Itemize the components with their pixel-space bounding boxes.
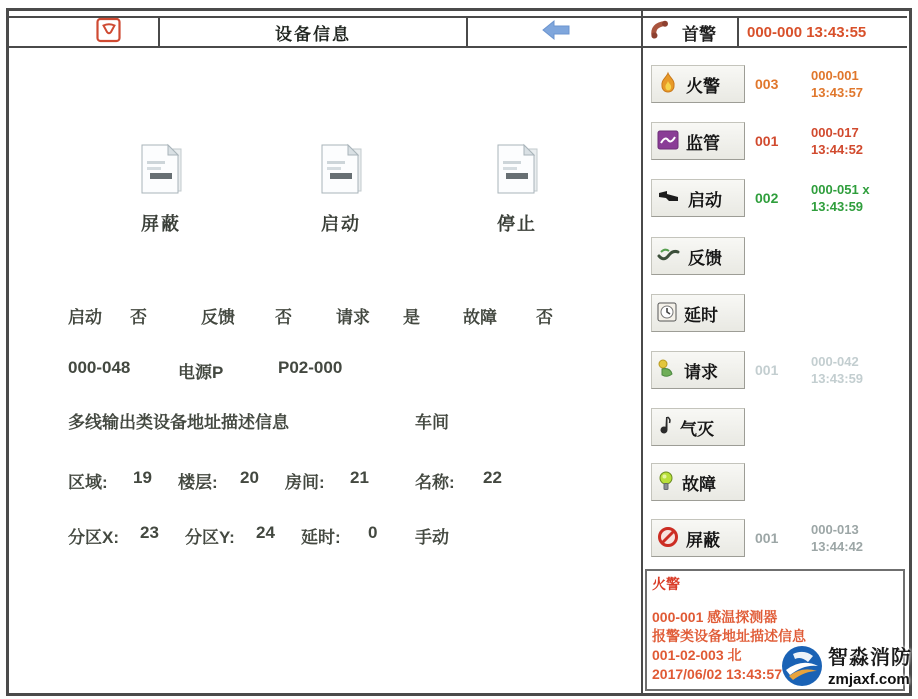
- sidebar-row-start: [643, 179, 909, 219]
- event-line: 报警类设备地址描述信息: [652, 628, 806, 644]
- first-alarm-button[interactable]: [643, 18, 739, 46]
- feedback-button[interactable]: 反馈: [651, 237, 745, 275]
- field-label: 分区Y:: [185, 528, 235, 547]
- field-value: 23: [140, 523, 159, 542]
- doc-item-label: 启动: [321, 214, 361, 234]
- first-alarm-row: [643, 16, 907, 48]
- request-latest-event: 000-042 13:43:59: [811, 354, 864, 386]
- sidebar-row-shield: [643, 519, 909, 559]
- watermark-site: zmjaxf.com: [828, 670, 910, 688]
- status-value: 否: [130, 308, 147, 327]
- doc-item-start[interactable]: [310, 141, 372, 236]
- shield-count: 001: [755, 530, 779, 546]
- event-line: 2017/06/02 13:43:57: [652, 666, 782, 682]
- shield-latest-event: 000-013 13:44:42: [811, 522, 864, 554]
- start-latest-event: 000-051 x 13:43:59: [811, 182, 870, 214]
- device-type: 电源P: [178, 363, 224, 382]
- sidebar-row-supervision: [643, 122, 909, 162]
- topbar: [9, 16, 643, 48]
- sidebar-row-request: [643, 351, 909, 391]
- delay-clock-icon: [657, 302, 677, 325]
- fire-latest-event: 000-001 13:43:57: [811, 68, 864, 100]
- feedback-icon: [657, 246, 681, 267]
- panel-frame: [6, 8, 912, 696]
- field-value: 22: [483, 468, 502, 487]
- request-button[interactable]: 请求: [651, 351, 745, 389]
- first-alarm-value: 000-000 13:43:55: [747, 24, 867, 41]
- event-line: 001-02-003 北: [652, 647, 742, 663]
- first-alarm-label: 首警: [682, 24, 716, 44]
- sidebar-row-gas: [643, 408, 909, 448]
- event-line: 000-001 感温探测器: [652, 609, 778, 625]
- fire-icon: [657, 71, 679, 98]
- event-type: 火警: [652, 576, 680, 592]
- field-label: 房间:: [285, 473, 325, 492]
- shield-button[interactable]: 屏蔽: [651, 519, 745, 557]
- field-value: 19: [133, 468, 152, 487]
- start-count: 002: [755, 190, 779, 206]
- field-value: 20: [240, 468, 259, 487]
- fault-bulb-icon: [657, 470, 675, 495]
- back-arrow-icon: [541, 19, 571, 46]
- request-count: 001: [755, 362, 779, 378]
- fault-button[interactable]: 故障: [651, 463, 745, 501]
- description-value: 车间: [415, 413, 449, 432]
- watermark-logo-icon: [780, 644, 824, 693]
- device-info-panel: [9, 11, 641, 693]
- request-icon: [657, 358, 677, 383]
- doc-item-label: 停止: [497, 214, 537, 234]
- alarm-bell-icon: [95, 16, 123, 49]
- status-label: 请求: [336, 308, 370, 327]
- mode-label: 手动: [415, 528, 449, 547]
- page-title-cell: [160, 18, 468, 46]
- prohibition-icon: [657, 526, 679, 551]
- field-value: 21: [350, 468, 369, 487]
- field-label: 名称:: [415, 473, 455, 492]
- watermark: [780, 644, 912, 693]
- watermark-brand: 智淼消防: [828, 646, 912, 669]
- status-label: 反馈: [201, 308, 235, 327]
- document-icon: [314, 141, 368, 199]
- status-label: 启动: [68, 308, 102, 327]
- fire-alarm-button[interactable]: 火警: [651, 65, 745, 103]
- document-icon: [134, 141, 188, 199]
- status-value: 否: [275, 308, 292, 327]
- document-icon: [490, 141, 544, 199]
- sidebar-row-fire: [643, 65, 909, 105]
- sidebar-row-fault: [643, 463, 909, 503]
- back-button[interactable]: [468, 18, 643, 46]
- status-value: 否: [536, 308, 553, 327]
- status-label: 故障: [463, 308, 497, 327]
- supervision-button[interactable]: 监管: [651, 122, 745, 160]
- page-title: 设备信息: [275, 24, 351, 44]
- start-button[interactable]: 启动: [651, 179, 745, 217]
- start-icon: [657, 188, 681, 209]
- supervision-icon: [657, 130, 679, 153]
- gas-extinguish-button[interactable]: 气灭: [651, 408, 745, 446]
- topbar-icon-cell[interactable]: [9, 18, 160, 46]
- device-code: P02-000: [278, 358, 343, 377]
- supervision-count: 001: [755, 133, 779, 149]
- field-value: 24: [256, 523, 275, 542]
- field-label: 楼层:: [178, 473, 218, 492]
- field-label: 区域:: [68, 473, 108, 492]
- doc-item-label: 屏蔽: [141, 214, 181, 234]
- fire-count: 003: [755, 76, 779, 92]
- phone-icon: [650, 19, 674, 46]
- status-value: 是: [403, 308, 420, 327]
- doc-item-stop[interactable]: [486, 141, 548, 236]
- supervision-latest-event: 000-017 13:44:52: [811, 125, 864, 157]
- alarm-sidebar: [643, 11, 909, 693]
- sidebar-row-feedback: [643, 237, 909, 277]
- gas-note-icon: [657, 415, 673, 440]
- device-address: 000-048: [68, 358, 131, 377]
- doc-item-shield[interactable]: [130, 141, 192, 236]
- sidebar-row-delay: [643, 294, 909, 334]
- field-label: 延时:: [301, 528, 341, 547]
- field-value: 0: [368, 523, 378, 542]
- delay-button[interactable]: 延时: [651, 294, 745, 332]
- description-label: 多线输出类设备地址描述信息: [68, 413, 289, 432]
- field-label: 分区X:: [68, 528, 119, 547]
